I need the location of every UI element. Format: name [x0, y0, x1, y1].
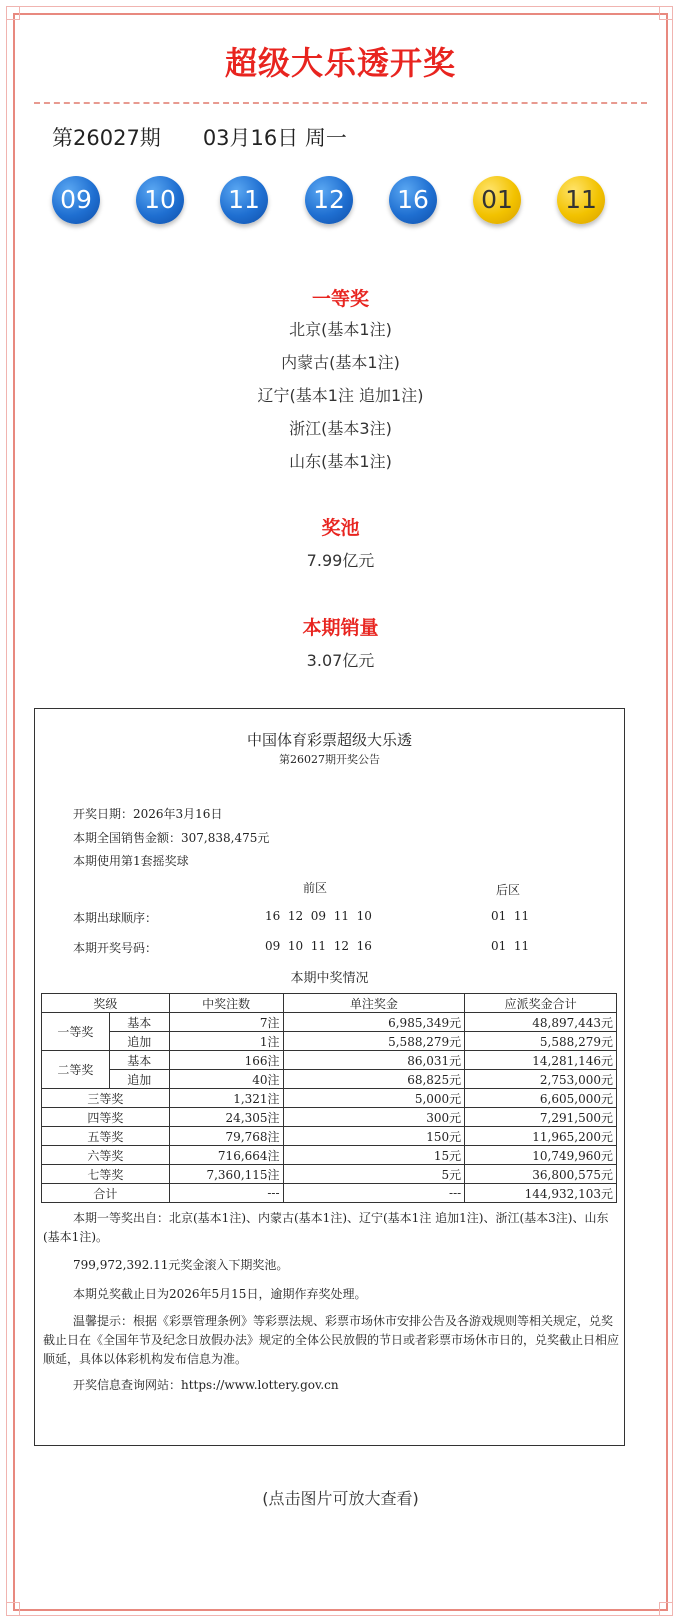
- order-back: 01 11: [491, 909, 530, 923]
- front-ball: 10: [136, 176, 184, 224]
- prize-level: 七等奖: [42, 1165, 170, 1184]
- first-prize-location: 内蒙古(基本1注): [281, 353, 400, 372]
- prize-level: 二等奖: [42, 1051, 110, 1089]
- sub-level: 基本: [109, 1051, 169, 1070]
- front-ball: 09: [52, 176, 100, 224]
- count-cell: 166注: [169, 1051, 283, 1070]
- table-header-row: [42, 994, 617, 1013]
- corner-ornament: [659, 6, 673, 20]
- page-title: 超级大乐透开奖: [224, 44, 456, 82]
- corner-ornament: [6, 6, 20, 20]
- header-cell: 单注奖金: [283, 994, 465, 1013]
- first-prize-location: 山东(基本1注): [289, 452, 392, 471]
- notice-site-para: [43, 1376, 619, 1395]
- table-row: [42, 1089, 617, 1108]
- header-cell: 应派奖金合计: [465, 994, 617, 1013]
- total-label: 合计: [42, 1184, 170, 1203]
- notice-subtitle: 第26027期开奖公告: [279, 753, 380, 766]
- notice-rollover-para: [43, 1256, 619, 1275]
- back-ball: 01: [473, 176, 521, 224]
- table-row: [42, 1051, 617, 1070]
- table-total-row: [42, 1184, 617, 1203]
- total-prize-cell: 48,897,443元: [465, 1013, 617, 1032]
- sub-level: 基本: [109, 1013, 169, 1032]
- count-cell: 1,321注: [169, 1089, 283, 1108]
- notice-draw-date: 开奖日期：2026年3月16日: [73, 807, 223, 821]
- total-prize-cell: 7,291,500元: [465, 1108, 617, 1127]
- deadline-text: 本期兑奖截止日为2026年5月15日，逾期作弃奖处理。: [73, 1287, 367, 1301]
- unit-prize-cell: 300元: [283, 1108, 465, 1127]
- first-prize-location: 浙江(基本3注): [289, 419, 392, 438]
- notice-ball-set: 本期使用第1套摇奖球: [73, 854, 189, 868]
- tips-text: 温馨提示：根据《彩票管理条例》等彩票法规、彩票市场休市安排公告及各游戏规则等相关规定，兑奖截止日在《全国年节及纪念日放假办法》规定的全体公民放假的节日或者彩票市场休市日的，兑奖截止日相应顺延，具体以体彩机构发布信息为准。: [43, 1314, 620, 1366]
- table-row: [42, 1013, 617, 1032]
- notice-total-sales: 本期全国销售金额：307,838,475元: [73, 831, 270, 845]
- total-prize-cell: 6,605,000元: [465, 1089, 617, 1108]
- prize-level: 四等奖: [42, 1108, 170, 1127]
- pool-value: 7.99亿元: [306, 551, 375, 570]
- back-zone-label: 后区: [496, 883, 521, 897]
- first-prize-location: 北京(基本1注): [289, 320, 392, 339]
- front-ball: 11: [220, 176, 268, 224]
- number-back: 01 11: [491, 939, 530, 953]
- unit-prize-cell: 6,985,349元: [283, 1013, 465, 1032]
- table-row: [42, 1165, 617, 1184]
- front-ball: 16: [389, 176, 437, 224]
- sales-value: 3.07亿元: [306, 651, 375, 670]
- unit-prize-cell: 15元: [283, 1146, 465, 1165]
- number-front: 09 10 11 12 16: [265, 939, 372, 953]
- corner-ornament: [659, 1602, 673, 1616]
- winners-text: 本期一等奖出自：北京(基本1注)、内蒙古(基本1注)、辽宁(基本1注 追加1注)、浙江(基本3注)、山东(基本1注)。: [43, 1211, 609, 1244]
- site-text: 开奖信息查询网站：https://www.lottery.gov.cn: [73, 1378, 339, 1392]
- count-cell: ---: [169, 1184, 283, 1203]
- unit-prize-cell: 68,825元: [283, 1070, 465, 1089]
- divider: [34, 102, 647, 104]
- unit-prize-cell: 86,031元: [283, 1051, 465, 1070]
- first-prize-location: 辽宁(基本1注 追加1注): [257, 386, 424, 405]
- notice-winners-para: [43, 1209, 619, 1247]
- count-cell: 40注: [169, 1070, 283, 1089]
- table-row: [42, 1108, 617, 1127]
- table-row: [42, 1146, 617, 1165]
- front-ball: 12: [305, 176, 353, 224]
- back-ball: 11: [557, 176, 605, 224]
- count-cell: 79,768注: [169, 1127, 283, 1146]
- notice-deadline-para: [43, 1285, 619, 1304]
- issue-number: 第26027期: [52, 126, 161, 150]
- table-row: [42, 1070, 617, 1089]
- total-prize-cell: 2,753,000元: [465, 1070, 617, 1089]
- header-cell: 中奖注数: [169, 994, 283, 1013]
- table-row: [42, 1032, 617, 1051]
- sub-level: 追加: [109, 1032, 169, 1051]
- unit-prize-cell: 150元: [283, 1127, 465, 1146]
- count-cell: 24,305注: [169, 1108, 283, 1127]
- prize-table: [41, 993, 617, 1203]
- total-prize-cell: 36,800,575元: [465, 1165, 617, 1184]
- prize-level: 一等奖: [42, 1013, 110, 1051]
- unit-prize-cell: 5,588,279元: [283, 1032, 465, 1051]
- sub-level: 追加: [109, 1070, 169, 1089]
- count-cell: 1注: [169, 1032, 283, 1051]
- number-label: 本期开奖号码：: [73, 941, 158, 955]
- count-cell: 7注: [169, 1013, 283, 1032]
- issue-date-line: [52, 122, 389, 152]
- winning-balls: [0, 176, 681, 232]
- first-prize-heading: 一等奖: [311, 288, 369, 310]
- count-cell: 7,360,115注: [169, 1165, 283, 1184]
- order-label: 本期出球顺序：: [73, 911, 158, 925]
- pool-heading: 奖池: [321, 517, 360, 539]
- front-zone-label: 前区: [303, 881, 328, 895]
- prize-level: 三等奖: [42, 1089, 170, 1108]
- order-front: 16 12 09 11 10: [265, 909, 372, 923]
- table-row: [42, 1127, 617, 1146]
- total-prize-cell: 10,749,960元: [465, 1146, 617, 1165]
- prize-level: 五等奖: [42, 1127, 170, 1146]
- prize-table-title: 本期中奖情况: [290, 971, 369, 986]
- rollover-text: 799,972,392.11元奖金滚入下期奖池。: [73, 1258, 289, 1272]
- header-cell: 奖级: [42, 994, 170, 1013]
- enlarge-hint: (点击图片可放大查看): [262, 1489, 419, 1508]
- corner-ornament: [6, 1602, 20, 1616]
- unit-prize-cell: ---: [283, 1184, 465, 1203]
- notice-tips-para: [43, 1312, 619, 1369]
- total-prize-cell: 144,932,103元: [465, 1184, 617, 1203]
- total-prize-cell: 11,965,200元: [465, 1127, 617, 1146]
- total-prize-cell: 5,588,279元: [465, 1032, 617, 1051]
- sales-heading: 本期销量: [302, 617, 379, 639]
- draw-notice-image[interactable]: [34, 708, 625, 1446]
- notice-title: 中国体育彩票超级大乐透: [246, 731, 412, 749]
- prize-level: 六等奖: [42, 1146, 170, 1165]
- unit-prize-cell: 5元: [283, 1165, 465, 1184]
- count-cell: 716,664注: [169, 1146, 283, 1165]
- unit-prize-cell: 5,000元: [283, 1089, 465, 1108]
- total-prize-cell: 14,281,146元: [465, 1051, 617, 1070]
- draw-date: 03月16日 周一: [202, 126, 347, 150]
